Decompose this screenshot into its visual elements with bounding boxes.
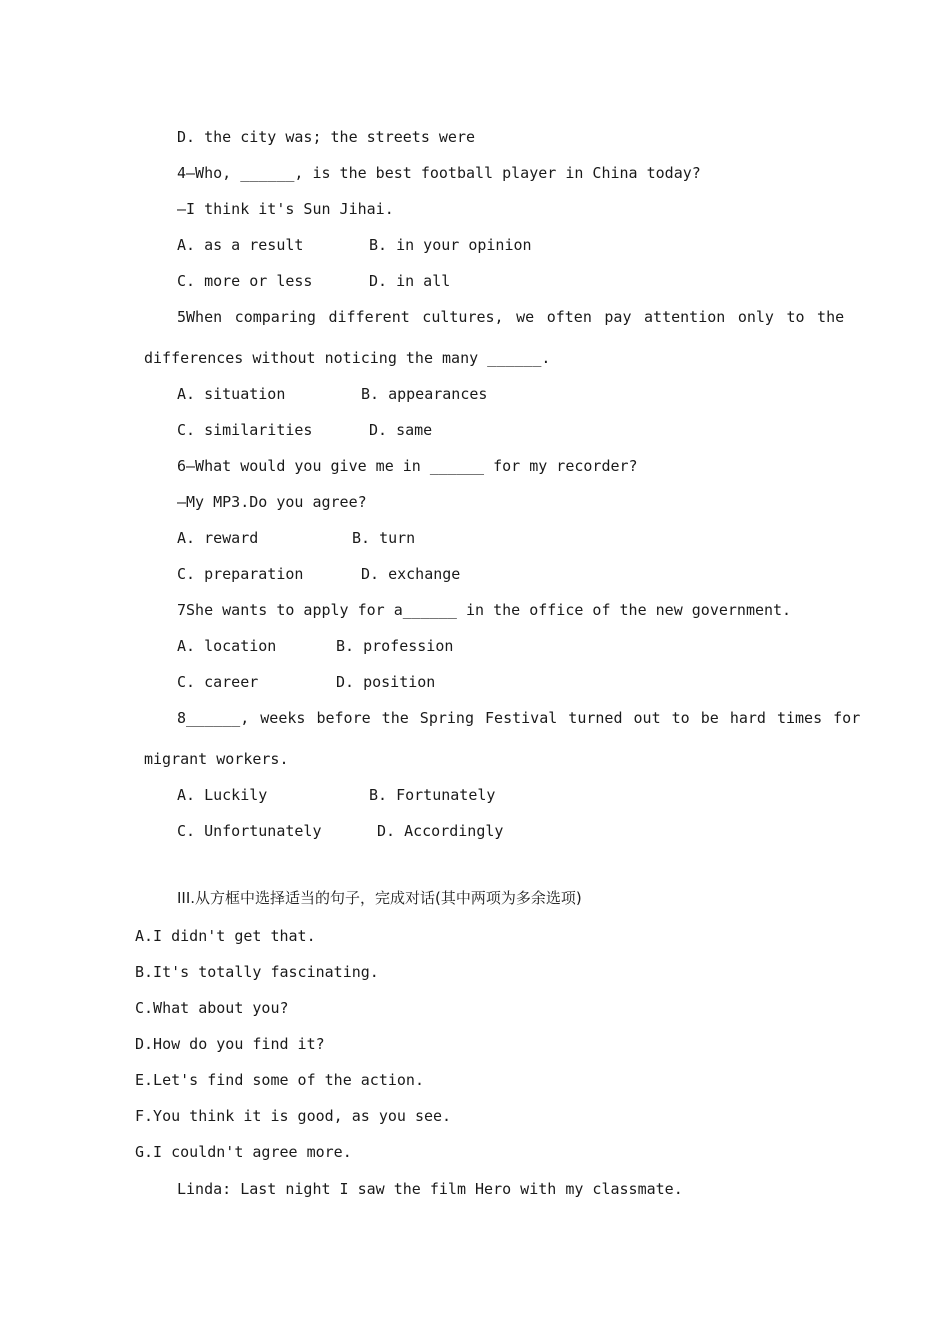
choice-b: B.It's totally fascinating.	[135, 963, 379, 981]
q4-option-b: B. in your opinion	[369, 236, 532, 254]
q5-option-b: B. appearances	[361, 385, 488, 403]
choice-f: F.You think it is good, as you see.	[135, 1107, 452, 1125]
choice-g: G.I couldn't agree more.	[135, 1143, 352, 1161]
q7-option-c: C. career	[177, 673, 259, 691]
q5-stem-line2: differences without noticing the many ______.	[144, 349, 551, 367]
q7-option-b: B. profession	[336, 637, 454, 655]
q7-stem: 7She wants to apply for a______ in the office of the new government.	[177, 601, 792, 619]
q5-option-d: D. same	[369, 421, 433, 439]
choice-a: A.I didn't get that.	[135, 927, 316, 945]
q8-option-c: C. Unfortunately	[177, 822, 322, 840]
choice-c: C.What about you?	[135, 999, 289, 1017]
q5-option-c: C. similarities	[177, 421, 313, 439]
q8-stem-line2: migrant workers.	[144, 750, 289, 768]
dialog-line-linda: Linda: Last night I saw the film Hero with my classmate.	[177, 1180, 683, 1198]
q4-stem: 4—Who, ______, is the best football player in China today?	[177, 164, 701, 182]
section-iii-heading: III.从方框中选择适当的句子，完成对话(其中两项为多余选项)	[177, 889, 582, 907]
q4-option-c: C. more or less	[177, 272, 313, 290]
q4-option-a: A. as a result	[177, 236, 304, 254]
q6-reply: —My MP3.Do you agree?	[177, 493, 367, 511]
q7-option-a: A. location	[177, 637, 277, 655]
q6-option-c: C. preparation	[177, 565, 304, 583]
q6-option-b: B. turn	[352, 529, 416, 547]
q3-option-d: D. the city was; the streets were	[177, 128, 476, 146]
q6-option-a: A. reward	[177, 529, 259, 547]
q4-reply: —I think it's Sun Jihai.	[177, 200, 394, 218]
q8-option-d: D. Accordingly	[377, 822, 504, 840]
q6-stem: 6—What would you give me in ______ for my recorder?	[177, 457, 638, 475]
q8-stem-line1: 8______, weeks before the Spring Festival turned out to be hard times for	[177, 709, 861, 727]
choice-d: D.How do you find it?	[135, 1035, 325, 1053]
q6-option-d: D. exchange	[361, 565, 461, 583]
choice-e: E.Let's find some of the action.	[135, 1071, 424, 1089]
q5-option-a: A. situation	[177, 385, 286, 403]
q8-option-a: A. Luckily	[177, 786, 268, 804]
q4-option-d: D. in all	[369, 272, 451, 290]
q7-option-d: D. position	[336, 673, 436, 691]
q8-option-b: B. Fortunately	[369, 786, 496, 804]
q5-stem-line1: 5When comparing different cultures, we often pay attention only to the	[177, 308, 845, 326]
